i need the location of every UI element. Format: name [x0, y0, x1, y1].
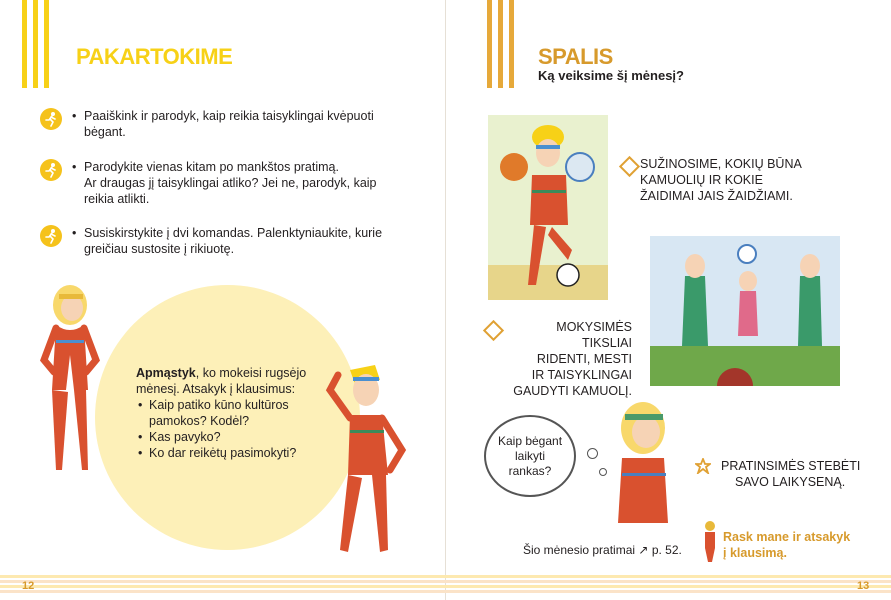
- exercises-text: Šio mėnesio pratimai: [523, 543, 636, 557]
- goal-3-line: PRATINSIMĖS STEBĖTI: [721, 459, 861, 473]
- ball-boy-illustration-panel: [488, 115, 608, 300]
- reflect-bold-word: Apmąstyk: [136, 366, 196, 380]
- arrow-icon: ↗: [638, 543, 649, 557]
- runner-icon: [40, 159, 62, 181]
- star-icon: [695, 458, 711, 474]
- task-3-line-1: Susiskirstykite į dvi komandas. Palenktyniaukite, kurie: [84, 226, 383, 240]
- goal-2-line: GAUDYTI KAMUOLĮ.: [513, 384, 632, 398]
- goal-2-line: MOKYSIMĖS TIKSLIAI: [556, 320, 632, 350]
- task-1-line-2: bėgant.: [84, 125, 126, 139]
- goal-1-line: KAMUOLIŲ IR KOKIE: [640, 173, 763, 187]
- task-2-line-3: reikia atlikti.: [84, 192, 150, 206]
- question-item: • Kas pavyko?: [149, 429, 346, 445]
- find-me-text: [723, 529, 850, 561]
- book-spine: [445, 0, 446, 600]
- boy-illustration: [320, 360, 415, 560]
- right-decor-bar: [487, 0, 492, 88]
- right-decor-bar: [498, 0, 503, 88]
- question-item: • Kaip patiko kūno kultūros pamokos? Kodėl?: [149, 397, 346, 429]
- task-2-line-2: Ar draugas jį taisyklingai atliko? Jei ne, parodyk, kaip: [84, 176, 377, 190]
- goal-3: [721, 458, 860, 490]
- bubble-line: rankas?: [508, 463, 552, 478]
- right-decor-bar: [509, 0, 514, 88]
- right-page-subtitle: Ką veiksime šį mėnesį?: [538, 68, 684, 83]
- task-2-line-1: Parodykite vienas kitam po mankštos pratimą.: [84, 160, 339, 174]
- runner-icon: [40, 108, 62, 130]
- find-me-line: Rask mane ir atsakyk: [723, 530, 851, 544]
- reflect-line-1: , ko mokeisi rugsėjo: [195, 366, 307, 380]
- task-item: • Paaiškink ir parodyk, kaip reikia taisyklingai kvėpuoti bėgant.: [40, 108, 400, 140]
- question-list: [136, 397, 346, 461]
- find-me-line: į klausimą.: [723, 546, 787, 560]
- exercises-reference: [523, 543, 682, 557]
- goal-2-line: RIDENTI, MESTI: [536, 352, 632, 366]
- bottom-stripes: [0, 575, 891, 597]
- right-page-number: 13: [857, 580, 870, 592]
- exercises-page: p. 52.: [651, 543, 682, 557]
- reflection-box: [136, 365, 346, 461]
- left-page-number: 12: [22, 580, 35, 592]
- reflect-line-2: mėnesį. Atsakyk į klausimus:: [136, 382, 296, 396]
- runner-icon: [40, 225, 62, 247]
- goal-1-line: ŽAIDIMAI JAIS ŽAIDŽIAMI.: [640, 189, 793, 203]
- question-item: • Ko dar reikėtų pasimokyti?: [149, 445, 346, 461]
- girl-thinking-illustration: [598, 398, 688, 523]
- small-figure-icon: [702, 520, 718, 564]
- task-item: • Susiskirstykite į dvi komandas. Palenktyniaukite, kurie greičiau sustosite į rikiuotę.: [40, 225, 400, 257]
- volleyball-illustration-panel: [650, 236, 840, 386]
- diamond-icon: [483, 320, 504, 341]
- girl-illustration: [30, 280, 110, 480]
- task-item: • Parodykite vienas kitam po mankštos pratimą. Ar draugas jį taisyklingai atliko? Jei ne, parodyk, kaip reikia atlikti.: [40, 159, 400, 207]
- bubble-line: laikyti: [514, 448, 545, 463]
- left-decor-bar: [33, 0, 38, 88]
- goal-2: [508, 319, 632, 399]
- left-decor-bar: [22, 0, 27, 88]
- diamond-icon: [619, 156, 640, 177]
- bubble-line: Kaip bėgant: [497, 433, 563, 448]
- right-page-title: SPALIS: [538, 44, 613, 69]
- goal-3-line: SAVO LAIKYSENĄ.: [735, 475, 846, 489]
- task-1-line-1: Paaiškink ir parodyk, kaip reikia taisyklingai kvėpuoti: [84, 109, 374, 123]
- goal-1: [640, 156, 802, 204]
- left-page-title: PAKARTOKIME: [76, 44, 233, 69]
- thought-bubble: [484, 415, 576, 497]
- goal-2-line: IR TAISYKLINGAI: [531, 368, 632, 382]
- thought-dot: [587, 448, 598, 459]
- left-decor-bar: [44, 0, 49, 88]
- goal-1-line: SUŽINOSIME, KOKIŲ BŪNA: [640, 157, 802, 171]
- task-3-line-2: greičiau sustosite į rikiuotę.: [84, 242, 235, 256]
